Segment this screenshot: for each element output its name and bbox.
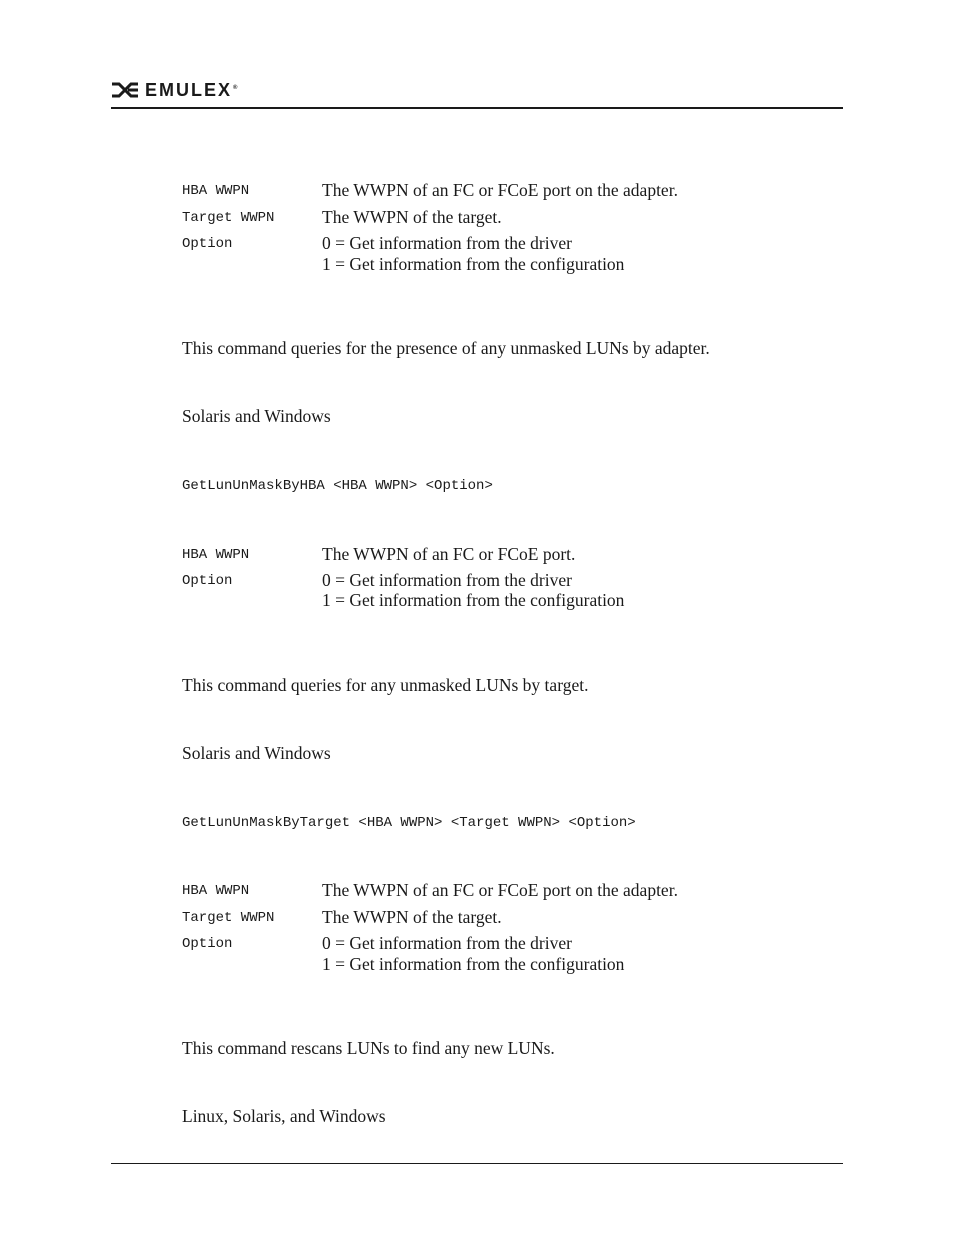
param-desc: 0 = Get information from the driver [322,933,572,953]
header-rule [111,107,843,109]
supported-platforms: Solaris and Windows [182,406,331,426]
param-name: Option [182,936,233,952]
param-desc: 1 = Get information from the configuration [322,954,625,974]
param-name: HBA WWPN [182,883,250,899]
param-name: Option [182,236,233,252]
emulex-logo-icon [111,82,139,98]
param-desc: The WWPN of an FC or FCoE port on the adapter. [322,180,678,200]
param-desc: The WWPN of the target. [322,207,502,227]
command-syntax: GetLunUnMaskByHBA <HBA WWPN> <Option> [182,478,493,494]
param-desc: 1 = Get information from the configuration [322,254,625,274]
param-desc: 0 = Get information from the driver [322,233,572,253]
param-name: Option [182,573,233,589]
param-name: HBA WWPN [182,183,250,199]
param-name: HBA WWPN [182,547,250,563]
emulex-logo [111,79,239,101]
command-description: This command queries for any unmasked LUNs by target. [182,675,589,695]
command-syntax: GetLunUnMaskByTarget <HBA WWPN> <Target WWPN> <Option> [182,815,636,831]
param-desc: 0 = Get information from the driver [322,570,572,590]
param-desc: The WWPN of an FC or FCoE port. [322,544,576,564]
param-name: Target WWPN [182,210,275,226]
param-desc: 1 = Get information from the configuration [322,590,625,610]
param-desc: The WWPN of the target. [322,907,502,927]
supported-platforms: Solaris and Windows [182,743,331,763]
command-description: This command rescans LUNs to find any new LUNs. [182,1038,555,1058]
supported-platforms: Linux, Solaris, and Windows [182,1106,386,1126]
command-description: This command queries for the presence of any unmasked LUNs by adapter. [182,338,710,358]
param-desc: The WWPN of an FC or FCoE port on the adapter. [322,880,678,900]
footer-rule [111,1163,843,1164]
param-name: Target WWPN [182,910,275,926]
brand-name: EMULEX® [145,79,240,100]
